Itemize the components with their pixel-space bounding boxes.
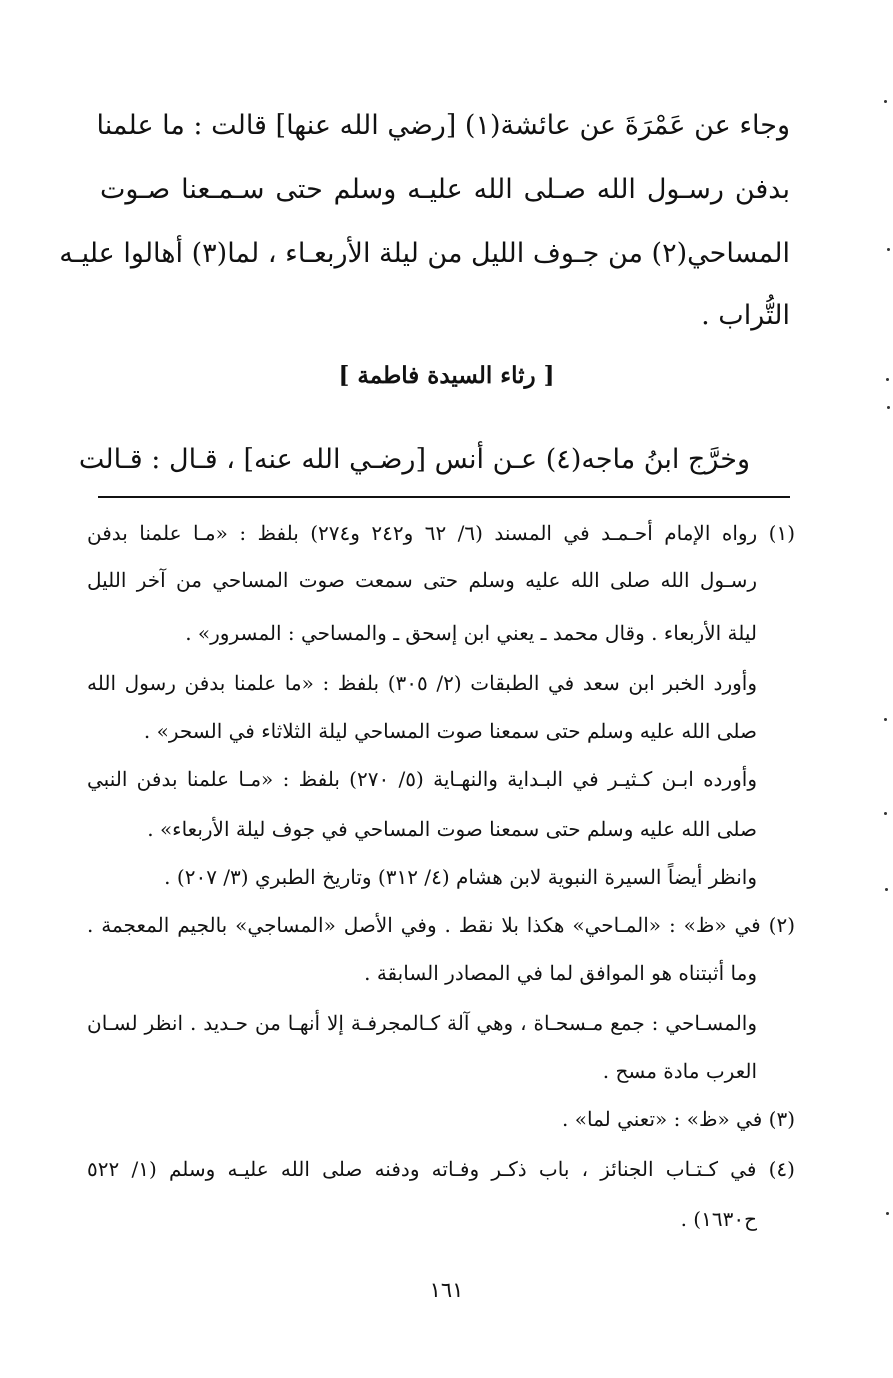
footnote-line: (١) رواه الإمام أحـمـد في المسند (٦/ ٦٢ و٢٤٢ و٢٧٤) بلفظ : «مـا علمنا بدفن [87,521,795,545]
footnote-line: صلى الله عليه وسلم حتى سمعنا صوت المساحي في جوف ليلة الأربعاء» . [147,817,757,841]
main-line: وخرَّج ابنُ ماجه(٤) عـن أنس [رضـي الله عنه] ، قـال : قـالت [78,444,750,475]
footnote-line: (٢) في «ظ» : «المـاحي» هكذا بلا نقط . وفي الأصل «المساجي» بالجيم المعجمة . [87,913,795,937]
main-line: التُّراب . [701,300,790,331]
footnote-line: صلى الله عليه وسلم حتى سمعنا صوت المساحي ليلة الثلاثاء في السحر» . [143,719,757,743]
scan-speck [887,406,890,409]
footnote-line: وأورد الخبر ابن سعد في الطبقات (٢/ ٣٠٥) بلفظ : «ما علمنا بدفن رسول الله [87,671,757,695]
scan-speck [887,248,890,251]
scan-speck [884,100,887,103]
footnote-line: العرب مادة مسح . [602,1059,757,1083]
scan-speck [885,888,888,891]
footnote-line: ليلة الأربعاء . وقال محمد ـ يعني ابن إسحق ـ والمساحي : المسرور» . [185,621,757,645]
footnote-line: (٣) في «ظ» : «تعني لما» . [562,1107,795,1131]
scan-speck [886,378,889,381]
main-line: وجاء عن عَمْرَةَ عن عائشة(١) [رضي الله عنها] قالت : ما علمنا [96,110,790,141]
footnote-separator [98,496,790,498]
footnote-line: وما أثبتناه هو الموافق لما في المصادر السابقة . [364,961,757,985]
footnote-line: وانظر أيضاً السيرة النبوية لابن هشام (٤/ ٣١٢) وتاريخ الطبري (٣/ ٢٠٧) . [164,865,757,889]
footnote-line: وأورده ابـن كـثيـر في البـداية والنهـاية (٥/ ٢٧٠) بلفظ : «مـا علمنا بدفن النبي [87,767,757,791]
main-line: بدفن رسـول الله صـلى الله عليـه وسلم حتى سـمـعنا صـوت [100,174,790,205]
scan-speck [886,1212,889,1215]
footnote-line: رسـول الله صلى الله عليه وسلم حتى سمعت صوت المساحي من آخر الليل [87,568,757,592]
section-heading: [ رثاء السيدة فاطمة ] [338,362,555,389]
page-number: ١٦١ [429,1278,464,1302]
footnote-line: ح١٦٣٠) . [680,1207,757,1231]
footnote-line: (٤) في كـتـاب الجنائز ، باب ذكـر وفـاته ودفنه صلى الله عليـه وسلم (١/ ٥٢٢ [87,1157,795,1181]
main-line: المساحي(٢) من جـوف الليل من ليلة الأربعـاء ، لما(٣) أهالوا عليـه [59,238,790,269]
scan-speck [884,812,887,815]
scan-speck [884,718,887,721]
footnote-line: والمسـاحي : جمع مـسحـاة ، وهي آلة كـالمجرفـة إلا أنهـا من حـديد . انظر لسـان [87,1011,757,1035]
